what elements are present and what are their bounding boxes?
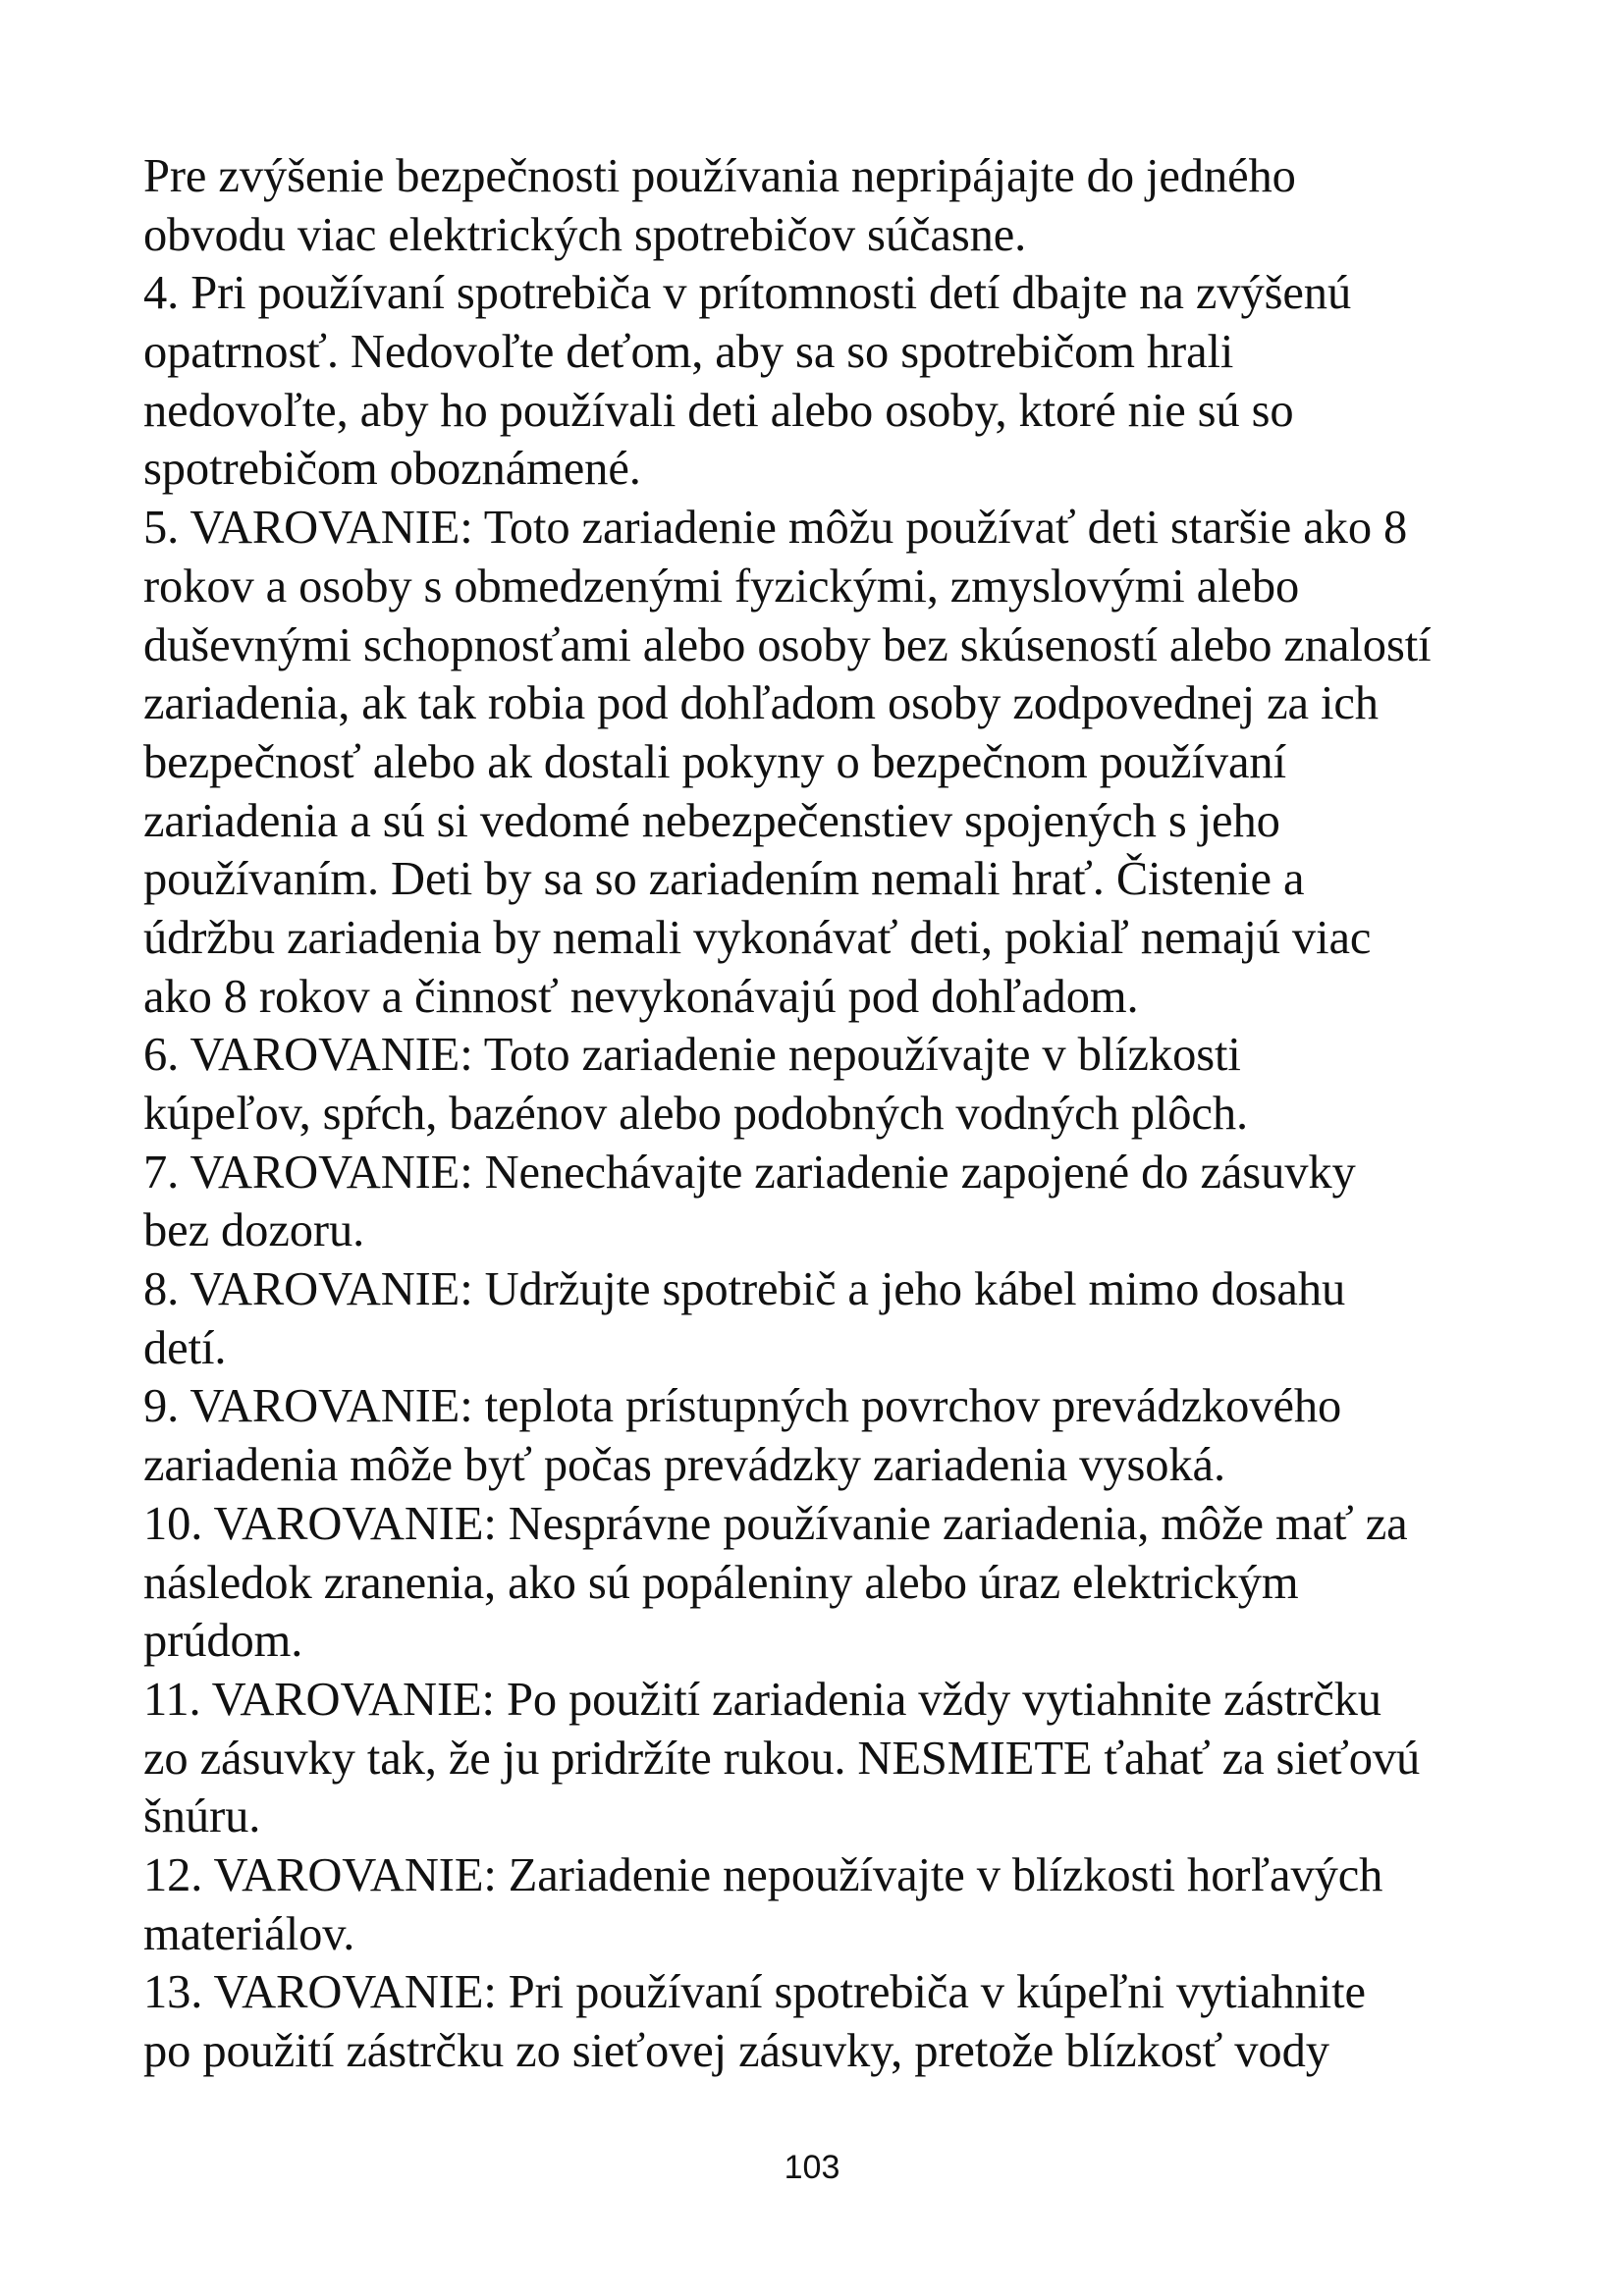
text-line: bezpečnosť alebo ak dostali pokyny o bezpečnom používaní (143, 735, 1286, 788)
text-line: opatrnosť. Nedovoľte deťom, aby sa so spotrebičom hrali (143, 326, 1234, 379)
text-line: zariadenia, ak tak robia pod dohľadom osoby zodpovednej za ich (143, 677, 1379, 730)
text-line: po použití zástrčku zo sieťovej zásuvky, pretože blízkosť vody (143, 2025, 1329, 2077)
text-line: 5. VAROVANIE: Toto zariadenie môžu používať deti staršie ako 8 (143, 502, 1408, 555)
text-line: následok zranenia, ako sú popáleniny alebo úraz elektrickým (143, 1556, 1299, 1609)
text-line: zariadenia môže byť počas prevádzky zariadenia vysoká. (143, 1439, 1226, 1492)
text-line: 6. VAROVANIE: Toto zariadenie nepoužívajte v blízkosti (143, 1029, 1241, 1082)
text-line: 4. Pri používaní spotrebiča v prítomnosti detí dbajte na zvýšenú (143, 267, 1352, 320)
page-number: 103 (784, 2149, 840, 2186)
text-line: obvodu viac elektrických spotrebičov súčasne. (143, 208, 1027, 261)
text-line: 13. VAROVANIE: Pri používaní spotrebiča v kúpeľni vytiahnite (143, 1966, 1366, 2019)
text-line: zariadenia a sú si vedomé nebezpečenstiev spojených s jeho (143, 794, 1280, 847)
text-line: používaním. Deti by sa so zariadením nemali hrať. Čistenie a (143, 853, 1305, 906)
text-line: prúdom. (143, 1615, 303, 1668)
text-line: bez dozoru. (143, 1204, 365, 1257)
text-line: šnúru. (143, 1790, 261, 1843)
text-line: údržbu zariadenia by nemali vykonávať deti, pokiaľ nemajú viac (143, 911, 1372, 964)
text-line: duševnými schopnosťami alebo osoby bez skúseností alebo znalostí (143, 618, 1432, 671)
text-line: 12. VAROVANIE: Zariadenie nepoužívajte v blízkosti horľavých (143, 1848, 1383, 1901)
text-line: 7. VAROVANIE: Nenechávajte zariadenie zapojené do zásuvky (143, 1146, 1356, 1199)
text-line: spotrebičom oboznámené. (143, 443, 641, 496)
text-line: 9. VAROVANIE: teplota prístupných povrchov prevádzkového (143, 1380, 1342, 1433)
text-line: 8. VAROVANIE: Udržujte spotrebič a jeho kábel mimo dosahu (143, 1263, 1346, 1316)
text-line: detí. (143, 1321, 227, 1374)
text-line: 11. VAROVANIE: Po použití zariadenia vždy vytiahnite zástrčku (143, 1673, 1381, 1726)
text-line: 10. VAROVANIE: Nesprávne používanie zariadenia, môže mať za (143, 1497, 1408, 1550)
text-line: nedovoľte, aby ho používali deti alebo osoby, ktoré nie sú so (143, 384, 1294, 437)
text-line: kúpeľov, spŕch, bazénov alebo podobných vodných plôch. (143, 1088, 1249, 1140)
text-line: ako 8 rokov a činnosť nevykonávajú pod dohľadom. (143, 970, 1139, 1023)
text-line: rokov a osoby s obmedzenými fyzickými, zmyslovými alebo (143, 560, 1300, 613)
text-line: Pre zvýšenie bezpečnosti používania nepripájajte do jedného (143, 150, 1296, 202)
body-text (143, 147, 1538, 2081)
text-line: zo zásuvky tak, že ju pridržíte rukou. NESMIETE ťahať za sieťovú (143, 1732, 1421, 1785)
text-line: materiálov. (143, 1907, 355, 1960)
